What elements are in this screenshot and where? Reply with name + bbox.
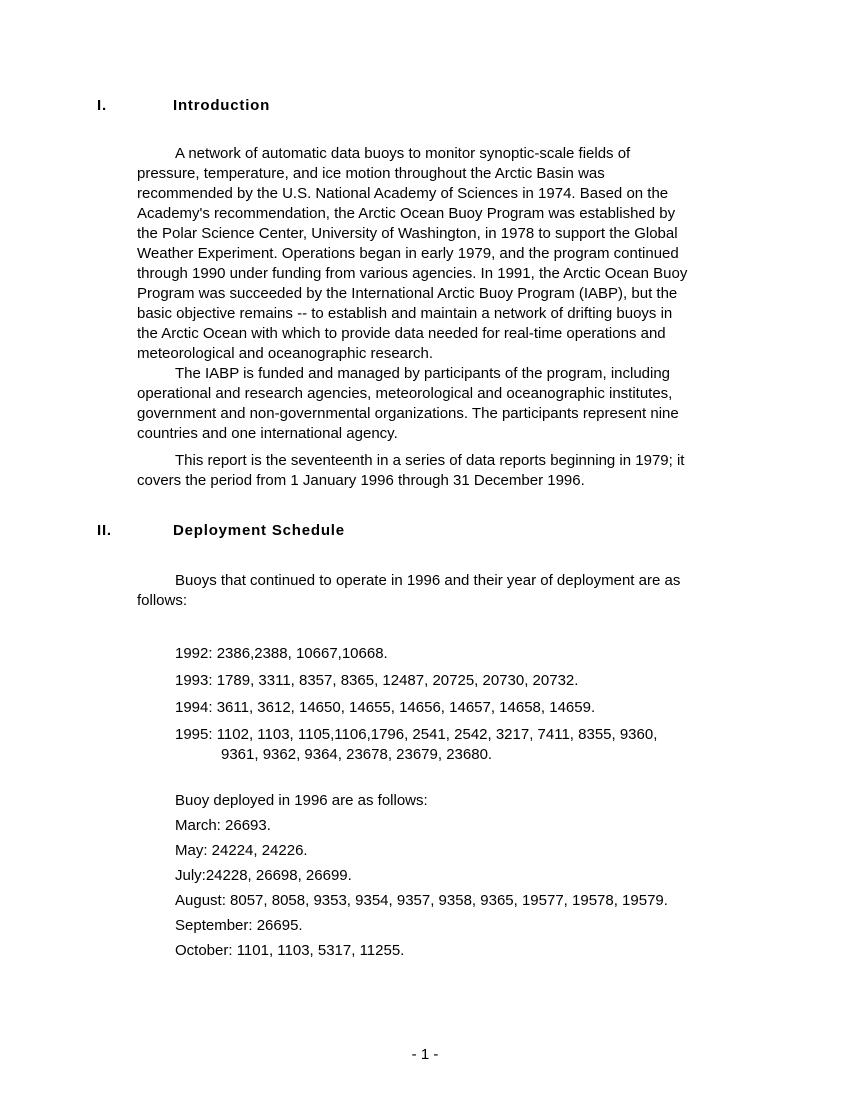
continued-buoys-list [175, 644, 657, 765]
paragraph-intro-2 [137, 364, 679, 444]
deployed-1996-list [175, 791, 668, 961]
list-item-continuation: 9361, 9362, 9364, 23678, 23679, 23680. [221, 746, 493, 763]
text-line: operational and research agencies, meteorological and oceanographic institutes, [137, 385, 673, 402]
paragraph-intro-1 [137, 144, 687, 364]
list-item: 1994: 3611, 3612, 14650, 14655, 14656, 14657, 14658, 14659. [175, 699, 596, 716]
section-number: II. [97, 522, 112, 539]
text-line: government and non-governmental organizations. The participants represent nine [137, 405, 679, 422]
section-title: Deployment Schedule [173, 522, 345, 539]
list-item: October: 1101, 1103, 5317, 11255. [175, 942, 405, 959]
section-number: I. [97, 97, 107, 114]
paragraph-intro-3 [137, 451, 684, 491]
section-heading-introduction [97, 97, 270, 115]
text-line: follows: [137, 592, 188, 609]
list-item: March: 26693. [175, 817, 271, 834]
list-item: 1993: 1789, 3311, 8357, 8365, 12487, 20725, 20730, 20732. [175, 672, 579, 689]
text-line: Weather Experiment. Operations began in early 1979, and the program continued [137, 245, 679, 262]
page-number: - 1 - [411, 1046, 439, 1063]
text-line: Academy's recommendation, the Arctic Ocean Buoy Program was established by [137, 205, 676, 222]
section-title: Introduction [173, 97, 271, 114]
text-line: A network of automatic data buoys to monitor synoptic-scale fields of [175, 145, 631, 162]
text-line: pressure, temperature, and ice motion throughout the Arctic Basin was [137, 165, 605, 182]
text-line: covers the period from 1 January 1996 through 31 December 1996. [137, 472, 585, 489]
text-line: recommended by the U.S. National Academy of Sciences in 1974. Based on the [137, 185, 669, 202]
list-item: July:24228, 26698, 26699. [175, 867, 352, 884]
section-heading-deployment-schedule [97, 522, 345, 540]
text-line: Buoys that continued to operate in 1996 and their year of deployment are as [175, 572, 681, 589]
text-line: basic objective remains -- to establish and maintain a network of drifting buoys in [137, 305, 673, 322]
list-heading: Buoy deployed in 1996 are as follows: [175, 792, 428, 809]
text-line: Program was succeeded by the International Arctic Buoy Program (IABP), but the [137, 285, 678, 302]
list-item: 1995: 1102, 1103, 1105,1106,1796, 2541, 2542, 3217, 7411, 8355, 9360, [175, 726, 658, 743]
paragraph-deployment-intro [137, 571, 680, 611]
list-item: September: 26695. [175, 917, 303, 934]
text-line: The IABP is funded and managed by participants of the program, including [175, 365, 671, 382]
text-line: through 1990 under funding from various agencies. In 1991, the Arctic Ocean Buoy [137, 265, 688, 282]
text-line: This report is the seventeenth in a series of data reports beginning in 1979; it [175, 452, 685, 469]
list-item: 1992: 2386,2388, 10667,10668. [175, 645, 388, 662]
text-line: the Polar Science Center, University of Washington, in 1978 to support the Global [137, 225, 678, 242]
list-item: May: 24224, 24226. [175, 842, 308, 859]
text-line: the Arctic Ocean with which to provide data needed for real-time operations and [137, 325, 666, 342]
list-item: August: 8057, 8058, 9353, 9354, 9357, 9358, 9365, 19577, 19578, 19579. [175, 892, 668, 909]
text-line: countries and one international agency. [137, 425, 398, 442]
text-line: meteorological and oceanographic research. [137, 345, 434, 362]
